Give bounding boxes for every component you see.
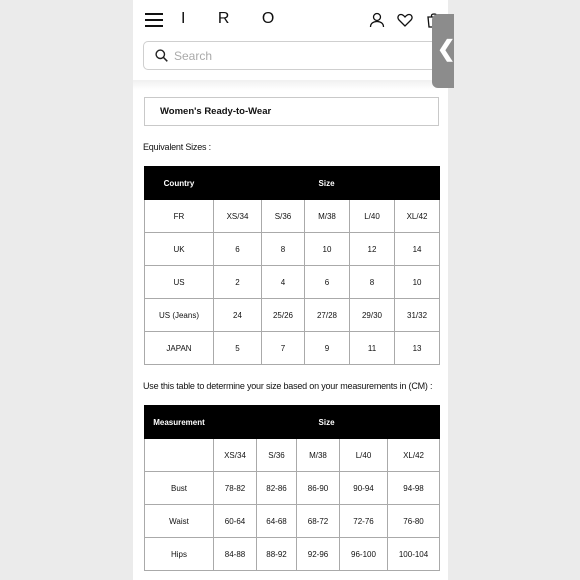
heart-icon[interactable] xyxy=(397,12,413,28)
table-cell: 29/30 xyxy=(350,299,395,332)
size-cell: XS/34 xyxy=(214,439,257,472)
row-label-cell: Waist xyxy=(145,505,214,538)
search-icon xyxy=(155,49,168,62)
search-bar xyxy=(133,40,448,85)
table-row xyxy=(145,439,440,472)
table-row xyxy=(145,299,440,332)
table-cell: 7 xyxy=(262,332,305,365)
table-cell: 94-98 xyxy=(388,472,440,505)
table-cell: 11 xyxy=(350,332,395,365)
table-cell: 8 xyxy=(350,266,395,299)
table-cell: XS/34 xyxy=(214,200,262,233)
table-row xyxy=(145,233,440,266)
table-cell: 100-104 xyxy=(388,538,440,571)
table-row xyxy=(145,266,440,299)
table-cell: XL/42 xyxy=(395,200,440,233)
equivalent-sizes-table xyxy=(144,166,440,365)
table-cell: 10 xyxy=(395,266,440,299)
table-cell: 2 xyxy=(214,266,262,299)
phone-screen xyxy=(133,0,448,580)
table-row xyxy=(145,200,440,233)
table-cell: 82-86 xyxy=(257,472,297,505)
table-cell: 24 xyxy=(214,299,262,332)
account-icon[interactable] xyxy=(369,12,385,28)
table-cell: 6 xyxy=(214,233,262,266)
table-cell: 8 xyxy=(262,233,305,266)
table-cell: 27/28 xyxy=(305,299,350,332)
size-cell: L/40 xyxy=(340,439,388,472)
table-cell: L/40 xyxy=(350,200,395,233)
column-header-size: Size xyxy=(214,167,440,200)
section-title: Women's Ready-to-Wear xyxy=(144,97,439,126)
row-label-cell: Bust xyxy=(145,472,214,505)
table-cell: 92-96 xyxy=(297,538,340,571)
table-row xyxy=(145,332,440,365)
row-label-cell: UK xyxy=(145,233,214,266)
table-cell: 78-82 xyxy=(214,472,257,505)
chevron-left-icon: ❮ xyxy=(437,36,456,61)
row-label-cell: JAPAN xyxy=(145,332,214,365)
size-cell: S/36 xyxy=(257,439,297,472)
table-row xyxy=(145,505,440,538)
column-header-measurement: Measurement xyxy=(145,406,214,439)
table-row xyxy=(145,472,440,505)
column-header-size: Size xyxy=(214,406,440,439)
row-label-cell: US (Jeans) xyxy=(145,299,214,332)
table-cell: 9 xyxy=(305,332,350,365)
row-label-cell: Hips xyxy=(145,538,214,571)
search-input[interactable] xyxy=(143,41,443,70)
top-nav xyxy=(133,0,448,40)
table-cell: 88-92 xyxy=(257,538,297,571)
table-cell: 10 xyxy=(305,233,350,266)
menu-icon[interactable] xyxy=(145,13,163,27)
row-label-cell: US xyxy=(145,266,214,299)
equivalent-sizes-label: Equivalent Sizes : xyxy=(143,142,211,152)
table-cell: 84-88 xyxy=(214,538,257,571)
table-cell: 4 xyxy=(262,266,305,299)
measurement-table xyxy=(144,405,440,571)
table-cell: 86-90 xyxy=(297,472,340,505)
column-header-country: Country xyxy=(145,167,214,200)
table-cell: 5 xyxy=(214,332,262,365)
table-cell: 96-100 xyxy=(340,538,388,571)
table-cell: 90-94 xyxy=(340,472,388,505)
table-cell: 76-80 xyxy=(388,505,440,538)
table-cell: 31/32 xyxy=(395,299,440,332)
measurement-note: Use this table to determine your size based on your measurements in (CM) : xyxy=(143,381,433,391)
table-cell: S/36 xyxy=(262,200,305,233)
size-cell: M/38 xyxy=(297,439,340,472)
header-shadow xyxy=(133,80,448,90)
table-cell: 12 xyxy=(350,233,395,266)
side-drawer-handle[interactable] xyxy=(432,14,454,88)
search-placeholder: Search xyxy=(174,49,213,63)
table-cell: 68-72 xyxy=(297,505,340,538)
row-label-cell: FR xyxy=(145,200,214,233)
table-cell: 25/26 xyxy=(262,299,305,332)
size-cell: XL/42 xyxy=(388,439,440,472)
table-cell: M/38 xyxy=(305,200,350,233)
table-cell: 60-64 xyxy=(214,505,257,538)
table-cell: 64-68 xyxy=(257,505,297,538)
table-cell: 13 xyxy=(395,332,440,365)
table-cell: 72-76 xyxy=(340,505,388,538)
table-cell: 14 xyxy=(395,233,440,266)
table-row xyxy=(145,538,440,571)
logo[interactable]: I R O xyxy=(181,10,289,27)
table-cell: 6 xyxy=(305,266,350,299)
row-label-cell xyxy=(145,439,214,472)
